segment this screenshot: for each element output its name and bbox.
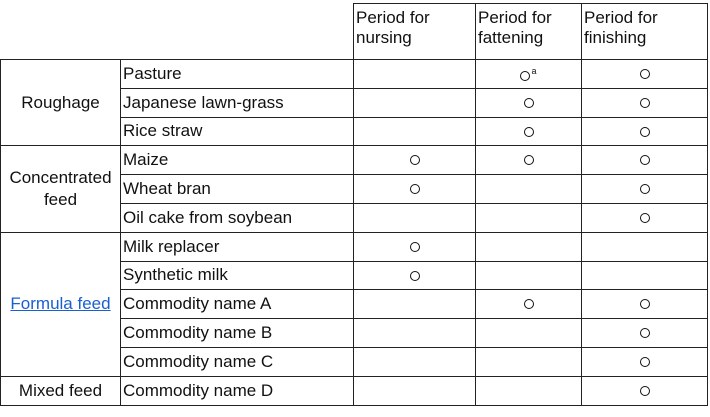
table-row (1, 60, 708, 89)
mark-cell (582, 203, 708, 232)
mark-cell (582, 261, 708, 290)
mark-cell (582, 232, 708, 261)
category-concentrated-line2: feed (43, 190, 78, 210)
table-row (1, 232, 708, 261)
mark-cell (582, 117, 708, 146)
mark-cell (354, 60, 476, 89)
header-finishing (582, 4, 708, 60)
feed-period-table (0, 3, 708, 406)
circle-mark-icon (410, 155, 420, 165)
header-blank (1, 4, 354, 60)
row-label-text: Commodity name B (123, 323, 273, 343)
mark-cell (354, 146, 476, 175)
circle-mark-icon (410, 271, 420, 281)
circle-mark-icon (410, 184, 420, 194)
header-fattening-line1: Period for (478, 8, 552, 27)
mark-cell (582, 146, 708, 175)
circle-mark-icon (640, 299, 650, 309)
mark-cell (476, 175, 582, 204)
mark-cell (476, 376, 582, 405)
mark-cell (476, 347, 582, 376)
mark-cell (354, 376, 476, 405)
header-nursing (354, 4, 476, 60)
mark-cell (582, 60, 708, 89)
circle-mark-icon (410, 242, 420, 252)
circle-mark-icon (640, 98, 650, 108)
category-concentrated-feed (1, 146, 121, 232)
row-label (121, 376, 354, 405)
mark-cell (354, 117, 476, 146)
row-label-text: Commodity name D (123, 380, 274, 400)
category-mixed-feed: Mixed feed (1, 376, 121, 405)
mark-cell (476, 60, 582, 89)
row-label-text: Milk replacer (123, 236, 220, 256)
row-label-text: Maize (123, 150, 169, 170)
mark-cell (354, 88, 476, 117)
row-label-text: Oil cake from soybean (123, 207, 293, 227)
mark-cell (354, 261, 476, 290)
mark-cell (476, 232, 582, 261)
mark-cell (476, 146, 582, 175)
mark-cell (476, 88, 582, 117)
row-label-text: Commodity name C (123, 351, 274, 371)
row-label (121, 117, 354, 146)
circle-mark-icon (524, 127, 534, 137)
table-row (1, 146, 708, 175)
header-fattening-line2: fattening (478, 28, 544, 47)
row-label (121, 175, 354, 204)
mark-cell (354, 203, 476, 232)
mark-cell (354, 232, 476, 261)
mark-cell (476, 319, 582, 348)
mark-cell (476, 261, 582, 290)
header-nursing-line1: Period for (356, 8, 430, 27)
mark-cell (476, 117, 582, 146)
mark-cell (354, 175, 476, 204)
circle-mark-icon (640, 184, 650, 194)
circle-mark-icon (524, 155, 534, 165)
row-label (121, 319, 354, 348)
mark-cell (582, 290, 708, 319)
mark-cell (582, 376, 708, 405)
mark-cell (354, 290, 476, 319)
mark-cell (582, 88, 708, 117)
row-label-text: Commodity name A (123, 294, 272, 314)
category-concentrated-line1: Concentrated (9, 168, 112, 188)
row-label (121, 347, 354, 376)
row-label-text: Japanese lawn-grass (123, 92, 284, 112)
circle-mark-icon (640, 127, 650, 137)
row-label (121, 261, 354, 290)
circle-mark-icon (524, 299, 534, 309)
circle-mark-icon (640, 357, 650, 367)
formula-feed-link[interactable]: Formula feed (10, 294, 111, 314)
row-label-text: Wheat bran (123, 179, 211, 199)
circle-mark-icon (640, 69, 650, 79)
mark-cell (582, 347, 708, 376)
circle-mark-icon (640, 328, 650, 338)
table-body (1, 60, 708, 406)
circle-mark-icon (640, 155, 650, 165)
row-label (121, 290, 354, 319)
row-label (121, 88, 354, 117)
mark-cell (476, 203, 582, 232)
category-formula-feed (1, 232, 121, 376)
row-label (121, 232, 354, 261)
header-fattening (476, 4, 582, 60)
mark-cell (582, 319, 708, 348)
circle-mark-icon (640, 386, 650, 396)
mark-cell (582, 175, 708, 204)
row-label (121, 146, 354, 175)
footnote-marker: a (531, 66, 537, 77)
row-label (121, 203, 354, 232)
mark-cell (354, 347, 476, 376)
mark-cell (354, 319, 476, 348)
header-nursing-line2: nursing (356, 28, 412, 47)
row-label-text: Pasture (123, 63, 182, 83)
header-finishing-line2: finishing (584, 28, 647, 47)
circle-mark-icon (640, 213, 650, 223)
row-label-text: Rice straw (123, 121, 203, 141)
table-row (1, 376, 708, 405)
header-row (1, 4, 708, 60)
category-roughage: Roughage (1, 60, 121, 146)
circle-mark-icon (524, 98, 534, 108)
header-finishing-line1: Period for (584, 8, 658, 27)
row-label (121, 60, 354, 89)
row-label-text: Synthetic milk (123, 265, 228, 285)
circle-mark-icon (520, 71, 530, 81)
mark-cell (476, 290, 582, 319)
